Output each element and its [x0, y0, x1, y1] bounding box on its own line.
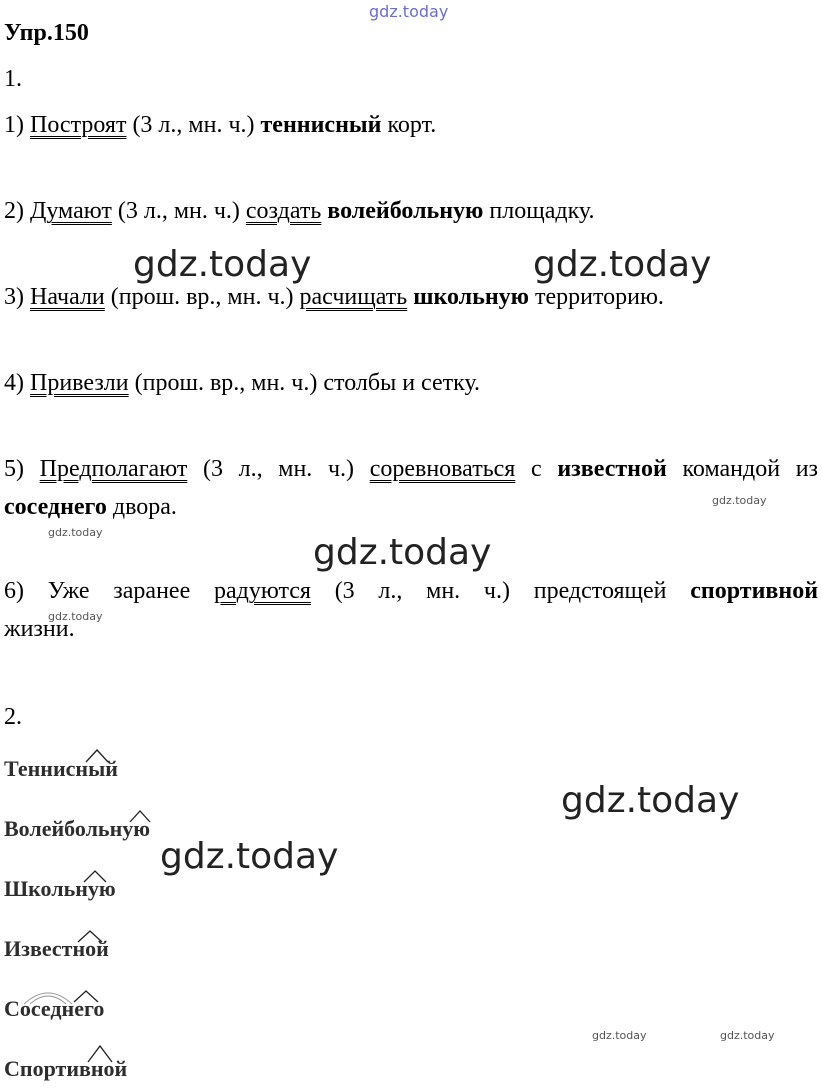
predicate-verb: Привезли	[30, 370, 129, 396]
watermark: gdz.today	[533, 244, 712, 285]
morpheme-word: Известной	[4, 936, 109, 961]
sentence-number: 6)	[4, 578, 24, 604]
watermark: gdz.today	[133, 244, 312, 285]
participle: предстоящей	[533, 578, 667, 604]
adjective: школьную	[413, 284, 529, 310]
adjective: спортивной	[690, 578, 819, 604]
part-two-number: 2.	[4, 704, 22, 730]
sentence-rest: двора.	[106, 494, 177, 520]
predicate-verb: Предполагают	[39, 456, 188, 482]
adjective: соседнего	[4, 494, 107, 520]
sentence-rest: корт.	[381, 112, 437, 138]
suffix-mark	[74, 991, 98, 1002]
exercise-title: Упр.150	[4, 20, 89, 46]
infinitive: расчищать	[299, 284, 408, 310]
grammar-note: (прош. вр., мн. ч.)	[104, 284, 300, 310]
part-one-number: 1.	[4, 66, 22, 92]
infinitive: создать	[245, 198, 322, 224]
suffix-mark	[84, 871, 106, 882]
morpheme-word: Теннисный	[4, 756, 118, 781]
watermark-small: gdz.today	[712, 494, 767, 507]
preposition: с	[515, 456, 558, 482]
predicate-verb: Построят	[30, 112, 127, 138]
morpheme-word: Школьную	[4, 876, 116, 901]
sentence-rest: жизни.	[4, 616, 75, 642]
sentence-rest: (прош. вр., мн. ч.) столбы и сетку.	[128, 370, 481, 396]
sentence-number: 1)	[4, 112, 24, 138]
suffix-mark	[86, 750, 108, 762]
adjective: теннисный	[260, 112, 382, 138]
sentence-rest: командой из	[666, 456, 819, 482]
morpheme-word: Спортивной	[4, 1056, 128, 1081]
sentence-number: 4)	[4, 370, 24, 396]
sentence-number: 5)	[4, 456, 24, 482]
watermark-top: gdz.today	[369, 2, 449, 21]
grammar-note: (3 л., мн. ч.)	[126, 112, 261, 138]
suffix-mark	[78, 931, 102, 942]
sentence-rest: площадку.	[483, 198, 595, 224]
sentence-number: 2)	[4, 198, 24, 224]
watermark: gdz.today	[561, 780, 740, 821]
sentence-rest: территорию.	[529, 284, 664, 310]
watermark: gdz.today	[160, 836, 339, 877]
grammar-note: (3 л., мн. ч.)	[187, 456, 370, 482]
predicate-verb: радуются	[213, 578, 311, 604]
morpheme-word: Соседнего	[4, 996, 105, 1021]
suffix-mark	[130, 811, 150, 822]
sentence-start: Уже заранее	[47, 578, 191, 604]
watermark-small: gdz.today	[592, 1029, 647, 1042]
watermark: gdz.today	[313, 532, 492, 573]
adjective: известной	[557, 456, 667, 482]
sentence-number: 3)	[4, 284, 24, 310]
adjective: волейбольную	[327, 198, 484, 224]
morpheme-word: Волейбольную	[4, 816, 151, 841]
watermark-small: gdz.today	[48, 526, 103, 539]
watermark-small: gdz.today	[48, 610, 103, 623]
grammar-note: (3 л., мн. ч.)	[111, 198, 246, 224]
root-arc	[30, 996, 66, 1004]
predicate-verb: Думают	[30, 198, 112, 224]
infinitive: соревноваться	[369, 456, 516, 482]
watermark-small: gdz.today	[720, 1029, 775, 1042]
predicate-verb: Начали	[30, 284, 105, 310]
grammar-note: (3 л., мн. ч.)	[334, 578, 510, 604]
suffix-mark	[88, 1046, 112, 1062]
